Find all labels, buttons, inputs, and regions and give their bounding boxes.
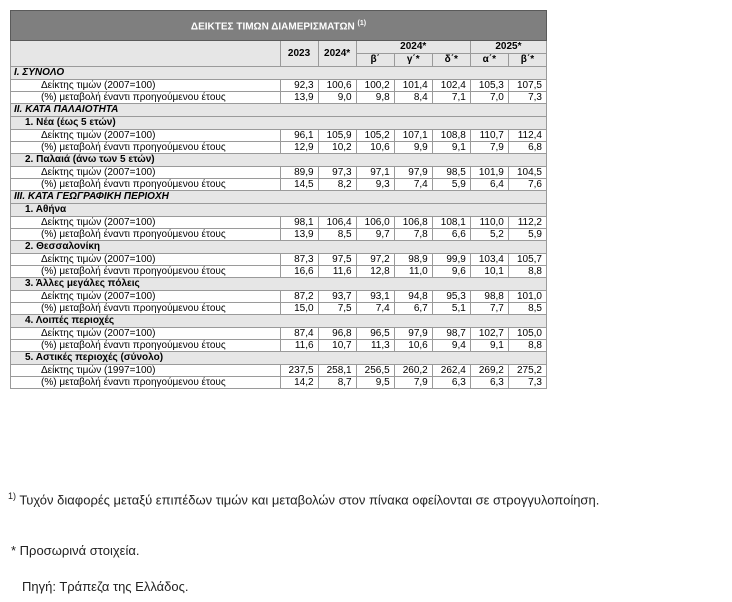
table-row [11, 92, 547, 104]
subgroup-title: 1. Αθήνα [11, 204, 547, 217]
header-quarter: δ΄* [432, 54, 470, 67]
table-body [11, 67, 547, 389]
table-row [11, 328, 547, 340]
header-blank-cell [11, 41, 281, 67]
value-cell: 6,8 [508, 142, 546, 154]
value-cell: 14,5 [280, 179, 318, 191]
value-cell: 96,1 [280, 130, 318, 142]
row-label: (%) μεταβολή έναντι προηγούμενου έτους [11, 303, 281, 315]
table-row [11, 254, 547, 266]
value-cell: 92,3 [280, 80, 318, 92]
value-cell: 93,1 [356, 291, 394, 303]
value-cell: 12,8 [356, 266, 394, 278]
header-quarter: α΄* [470, 54, 508, 67]
value-cell: 6,7 [394, 303, 432, 315]
value-cell: 5,9 [508, 229, 546, 241]
value-cell: 96,5 [356, 328, 394, 340]
section-title: III. ΚΑΤΑ ΓΕΩΓΡΑΦΙΚΗ ΠΕΡΙΟΧΗ [11, 191, 547, 204]
table-row [11, 340, 547, 352]
value-cell: 102,4 [432, 80, 470, 92]
table-title-row [11, 11, 547, 41]
value-cell: 10,6 [394, 340, 432, 352]
table-row [11, 365, 547, 377]
subgroup-row [11, 241, 547, 254]
value-cell: 103,4 [470, 254, 508, 266]
row-label: Δείκτης τιμών (2007=100) [11, 254, 281, 266]
value-cell: 7,9 [394, 377, 432, 389]
header-group-2024: 2024* [356, 41, 470, 54]
value-cell: 105,7 [508, 254, 546, 266]
table-row [11, 266, 547, 278]
value-cell: 100,2 [356, 80, 394, 92]
value-cell: 9,9 [394, 142, 432, 154]
price-index-table-container [10, 10, 547, 389]
row-label: Δείκτης τιμών (1997=100) [11, 365, 281, 377]
value-cell: 97,3 [318, 167, 356, 179]
value-cell: 7,4 [356, 303, 394, 315]
subgroup-row [11, 117, 547, 130]
value-cell: 97,9 [394, 328, 432, 340]
section-row [11, 104, 547, 117]
table-row [11, 80, 547, 92]
value-cell: 105,3 [470, 80, 508, 92]
subgroup-title: 5. Αστικές περιοχές (σύνολο) [11, 352, 547, 365]
value-cell: 7,7 [470, 303, 508, 315]
value-cell: 262,4 [432, 365, 470, 377]
value-cell: 256,5 [356, 365, 394, 377]
value-cell: 87,3 [280, 254, 318, 266]
row-label: Δείκτης τιμών (2007=100) [11, 217, 281, 229]
value-cell: 106,0 [356, 217, 394, 229]
value-cell: 97,1 [356, 167, 394, 179]
table-row [11, 130, 547, 142]
value-cell: 98,7 [432, 328, 470, 340]
value-cell: 6,6 [432, 229, 470, 241]
table-title-text: ΔΕΙΚΤΕΣ ΤΙΜΩΝ ΔΙΑΜΕΡΙΣΜΑΤΩΝ [190, 21, 355, 33]
value-cell: 7,8 [394, 229, 432, 241]
value-cell: 6,3 [432, 377, 470, 389]
value-cell: 8,2 [318, 179, 356, 191]
header-quarter: β΄ [356, 54, 394, 67]
value-cell: 260,2 [394, 365, 432, 377]
value-cell: 5,1 [432, 303, 470, 315]
value-cell: 98,9 [394, 254, 432, 266]
subgroup-title: 4. Λοιπές περιοχές [11, 315, 547, 328]
value-cell: 8,5 [318, 229, 356, 241]
table-row [11, 142, 547, 154]
value-cell: 258,1 [318, 365, 356, 377]
value-cell: 105,9 [318, 130, 356, 142]
value-cell: 87,4 [280, 328, 318, 340]
value-cell: 9,1 [432, 142, 470, 154]
row-label: Δείκτης τιμών (2007=100) [11, 167, 281, 179]
value-cell: 94,8 [394, 291, 432, 303]
value-cell: 105,2 [356, 130, 394, 142]
value-cell: 9,7 [356, 229, 394, 241]
value-cell: 269,2 [470, 365, 508, 377]
value-cell: 6,4 [470, 179, 508, 191]
value-cell: 7,5 [318, 303, 356, 315]
value-cell: 11,6 [318, 266, 356, 278]
table-row [11, 377, 547, 389]
value-cell: 98,1 [280, 217, 318, 229]
value-cell: 98,5 [432, 167, 470, 179]
value-cell: 96,8 [318, 328, 356, 340]
value-cell: 97,9 [394, 167, 432, 179]
value-cell: 9,5 [356, 377, 394, 389]
value-cell: 16,6 [280, 266, 318, 278]
value-cell: 9,3 [356, 179, 394, 191]
value-cell: 97,2 [356, 254, 394, 266]
header-row-years [11, 41, 547, 54]
table-title [11, 11, 547, 41]
section-row [11, 191, 547, 204]
table-row [11, 217, 547, 229]
value-cell: 9,6 [432, 266, 470, 278]
row-label: (%) μεταβολή έναντι προηγούμενου έτους [11, 340, 281, 352]
footnote-mark: 1) [8, 491, 17, 501]
value-cell: 13,9 [280, 92, 318, 104]
value-cell: 98,8 [470, 291, 508, 303]
value-cell: 112,4 [508, 130, 546, 142]
value-cell: 7,3 [508, 92, 546, 104]
value-cell: 108,1 [432, 217, 470, 229]
row-label: Δείκτης τιμών (2007=100) [11, 80, 281, 92]
section-row [11, 67, 547, 80]
value-cell: 15,0 [280, 303, 318, 315]
value-cell: 7,1 [432, 92, 470, 104]
footnote-provisional: * Προσωρινά στοιχεία. [11, 543, 140, 558]
header-quarter: β΄* [508, 54, 546, 67]
price-index-table [10, 10, 547, 389]
value-cell: 8,4 [394, 92, 432, 104]
subgroup-row [11, 204, 547, 217]
value-cell: 89,9 [280, 167, 318, 179]
table-row [11, 179, 547, 191]
value-cell: 100,6 [318, 80, 356, 92]
value-cell: 7,0 [470, 92, 508, 104]
value-cell: 10,2 [318, 142, 356, 154]
value-cell: 9,1 [470, 340, 508, 352]
value-cell: 11,3 [356, 340, 394, 352]
row-label: (%) μεταβολή έναντι προηγούμενου έτους [11, 377, 281, 389]
value-cell: 13,9 [280, 229, 318, 241]
value-cell: 93,7 [318, 291, 356, 303]
subgroup-row [11, 154, 547, 167]
source-note: Πηγή: Τράπεζα της Ελλάδος. [22, 579, 189, 594]
subgroup-title: 1. Νέα (έως 5 ετών) [11, 117, 547, 130]
value-cell: 14,2 [280, 377, 318, 389]
value-cell: 10,7 [318, 340, 356, 352]
value-cell: 11,0 [394, 266, 432, 278]
value-cell: 8,8 [508, 340, 546, 352]
value-cell: 8,5 [508, 303, 546, 315]
value-cell: 9,4 [432, 340, 470, 352]
table-row [11, 291, 547, 303]
section-title: I. ΣΥΝΟΛΟ [11, 67, 547, 80]
header-year-2023: 2023 [280, 41, 318, 67]
value-cell: 97,5 [318, 254, 356, 266]
table-title-footnote-ref: (1) [357, 20, 367, 27]
value-cell: 87,2 [280, 291, 318, 303]
subgroup-row [11, 352, 547, 365]
row-label: (%) μεταβολή έναντι προηγούμενου έτους [11, 229, 281, 241]
value-cell: 5,9 [432, 179, 470, 191]
value-cell: 101,9 [470, 167, 508, 179]
value-cell: 6,3 [470, 377, 508, 389]
value-cell: 108,8 [432, 130, 470, 142]
value-cell: 104,5 [508, 167, 546, 179]
value-cell: 106,8 [394, 217, 432, 229]
value-cell: 106,4 [318, 217, 356, 229]
row-label: Δείκτης τιμών (2007=100) [11, 130, 281, 142]
value-cell: 101,4 [394, 80, 432, 92]
value-cell: 107,1 [394, 130, 432, 142]
value-cell: 10,6 [356, 142, 394, 154]
row-label: (%) μεταβολή έναντι προηγούμενου έτους [11, 179, 281, 191]
value-cell: 10,1 [470, 266, 508, 278]
row-label: (%) μεταβολή έναντι προηγούμενου έτους [11, 92, 281, 104]
footnote-text: Τυχόν διαφορές μεταξύ επιπέδων τιμών και μεταβολών στον πίνακα οφείλονται σε στρογγυλοποίηση. [16, 492, 600, 508]
value-cell: 12,9 [280, 142, 318, 154]
value-cell: 9,8 [356, 92, 394, 104]
subgroup-title: 2. Παλαιά (άνω των 5 ετών) [11, 154, 547, 167]
value-cell: 101,0 [508, 291, 546, 303]
row-label: (%) μεταβολή έναντι προηγούμενου έτους [11, 142, 281, 154]
value-cell: 7,9 [470, 142, 508, 154]
value-cell: 110,0 [470, 217, 508, 229]
value-cell: 105,0 [508, 328, 546, 340]
value-cell: 7,6 [508, 179, 546, 191]
value-cell: 95,3 [432, 291, 470, 303]
value-cell: 11,6 [280, 340, 318, 352]
value-cell: 112,2 [508, 217, 546, 229]
value-cell: 7,4 [394, 179, 432, 191]
value-cell: 110,7 [470, 130, 508, 142]
row-label: Δείκτης τιμών (2007=100) [11, 328, 281, 340]
value-cell: 275,2 [508, 365, 546, 377]
row-label: Δείκτης τιμών (2007=100) [11, 291, 281, 303]
header-group-2025: 2025* [470, 41, 546, 54]
subgroup-row [11, 278, 547, 291]
table-row [11, 303, 547, 315]
subgroup-title: 2. Θεσσαλονίκη [11, 241, 547, 254]
value-cell: 7,3 [508, 377, 546, 389]
header-year-2024: 2024* [318, 41, 356, 67]
value-cell: 5,2 [470, 229, 508, 241]
table-row [11, 229, 547, 241]
row-label: (%) μεταβολή έναντι προηγούμενου έτους [11, 266, 281, 278]
subgroup-title: 3. Άλλες μεγάλες πόλεις [11, 278, 547, 291]
value-cell: 99,9 [432, 254, 470, 266]
value-cell: 8,8 [508, 266, 546, 278]
value-cell: 9,0 [318, 92, 356, 104]
footnote-rounding [8, 491, 599, 507]
value-cell: 8,7 [318, 377, 356, 389]
section-title: II. ΚΑΤΑ ΠΑΛΑΙΟΤΗΤΑ [11, 104, 547, 117]
value-cell: 102,7 [470, 328, 508, 340]
subgroup-row [11, 315, 547, 328]
header-quarter: γ΄* [394, 54, 432, 67]
value-cell: 107,5 [508, 80, 546, 92]
value-cell: 237,5 [280, 365, 318, 377]
table-row [11, 167, 547, 179]
